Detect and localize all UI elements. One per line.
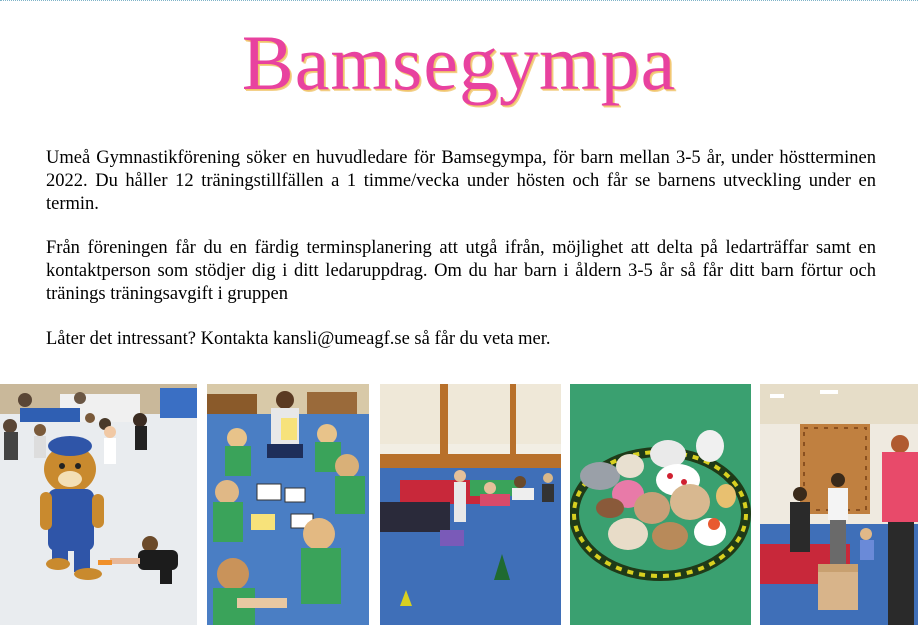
intro-paragraph: Umeå Gymnastikförening söker en huvudledare för Bamsegympa, för barn mellan 3-5 år, under höstterminen 2022. Du håller 12 träningstillfällen a 1 timme/vecka under hösten och får se barnens utveckling under en termin. <box>46 148 876 214</box>
photo-plush-toys <box>570 384 751 625</box>
photo-balance-box <box>760 384 918 625</box>
photo-children-mats <box>380 384 561 625</box>
photo-children-cards <box>207 384 369 625</box>
top-dotted-rule <box>0 0 918 1</box>
photo-bamse-mascot <box>0 384 197 625</box>
page-title: Bamsegympa <box>241 19 677 106</box>
contact-paragraph: Låter det intressant? Kontakta kansli@umeagf.se så får du veta mer. <box>46 329 551 349</box>
benefits-paragraph: Från föreningen får du en färdig terminsplanering att utgå ifrån, möjlighet att delta på ledarträffar samt en kontaktperson som stödjer dig i ditt ledaruppdrag. Om du har barn i åldern 3-5 år så får ditt barn förtur och tränings träningsavgift i gruppen <box>46 238 876 304</box>
